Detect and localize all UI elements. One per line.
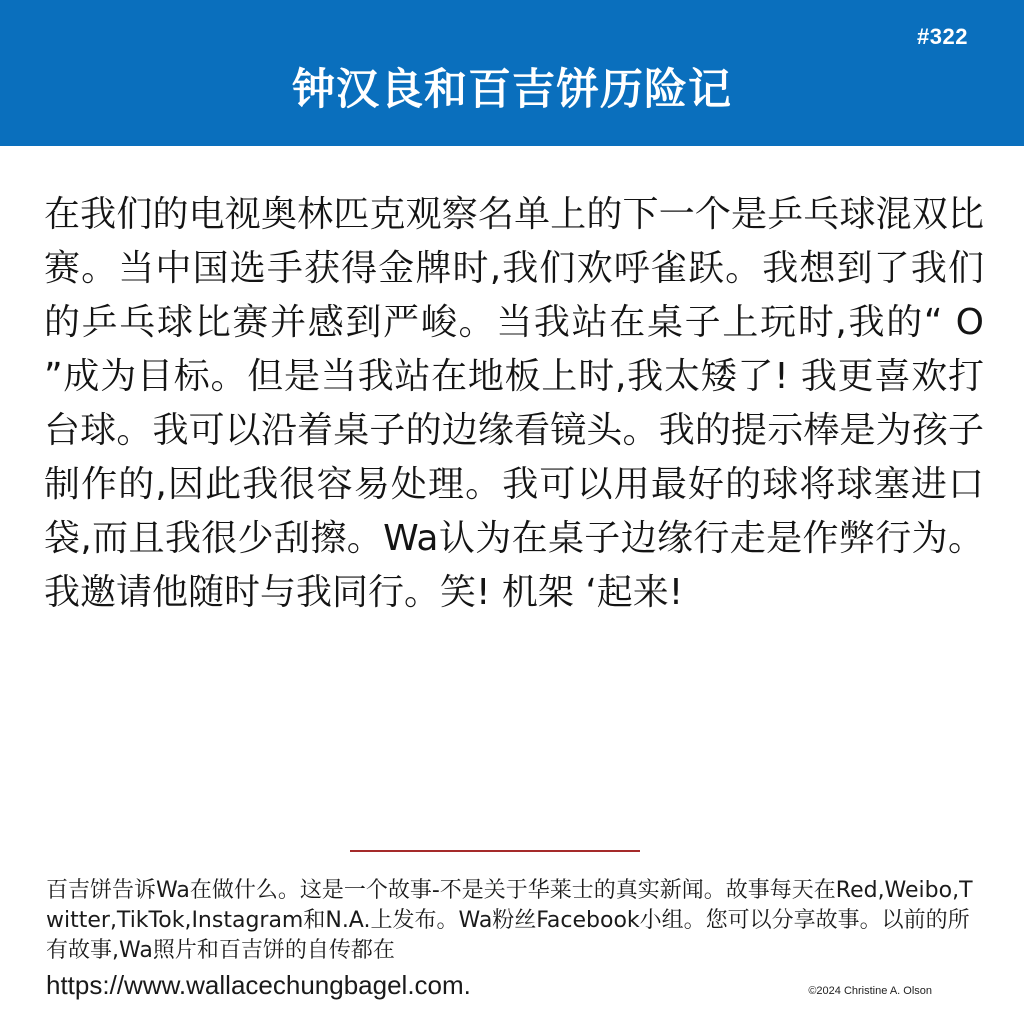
divider-line xyxy=(350,850,640,852)
copyright-notice: ©2024 Christine A. Olson xyxy=(808,985,932,997)
website-link[interactable]: https://www.wallacechungbagel.com. xyxy=(46,970,471,1000)
footer-note xyxy=(46,876,976,1002)
footer-text: 百吉饼告诉Wa在做什么。这是一个故事-不是关于华莱士的真实新闻。故事每天在Red,Weibo,Twitter,TikTok,Instagram和N.A.上发布。Wa粉丝Facebook小组。您可以分享故事。以前的所有故事,Wa照片和百吉饼的自传都在 xyxy=(46,878,973,963)
page-title: 钟汉良和百吉饼历险记 xyxy=(292,65,732,115)
story-text: 在我们的电视奥林匹克观察名单上的下一个是乒乓球混双比赛。当中国选手获得金牌时,我们欢呼雀跃。我想到了我们的乒乓球比赛并感到严峻。当我站在桌子上玩时,我的“ O ”成为目标。但是当我站在地板上时,我太矮了! 我更喜欢打台球。我可以沿着桌子的边缘看镜头。我的提示棒是为孩子制作的,因此我很容易处理。我可以用最好的球将球塞进口袋,而且我很少刮擦。Wa认为在桌子边缘行走是作弊行为。我邀请他随时与我同行。笑! 机架 ‘起来! xyxy=(44,194,984,613)
header-banner xyxy=(0,0,1024,146)
episode-number: #322 xyxy=(917,24,968,49)
